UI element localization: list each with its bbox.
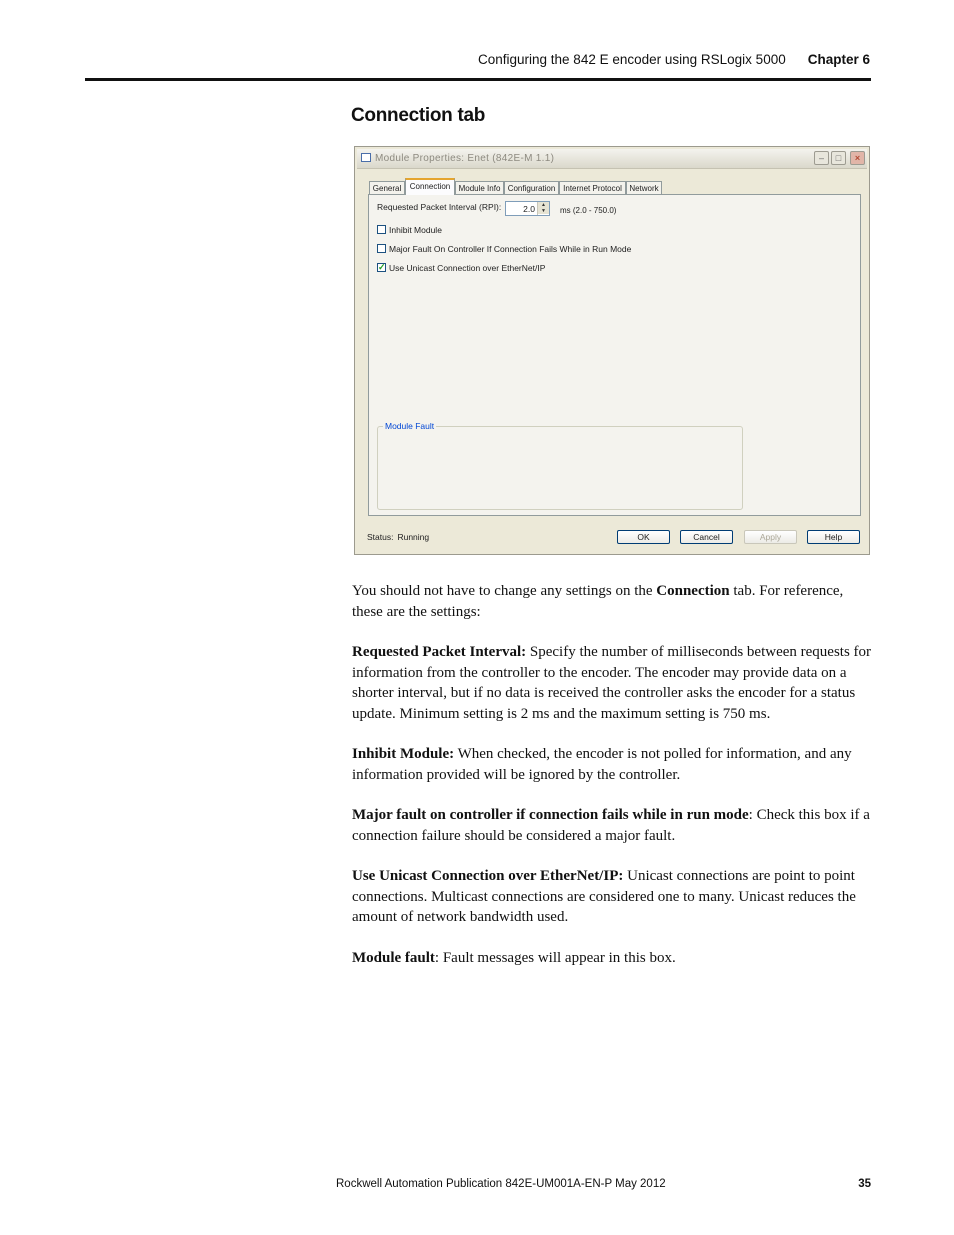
status-value: Running: [397, 532, 430, 542]
status-label: Status:: [367, 532, 394, 542]
intro-bold: Connection: [656, 583, 730, 599]
spin-down-icon[interactable]: ▼: [538, 208, 549, 214]
running-header-chapter: Chapter 6: [807, 52, 870, 67]
module-fault-text: : Fault messages will appear in this box.: [434, 949, 676, 966]
major-fault-label[interactable]: Major Fault On Controller If Connection Fails While in Run Mode: [389, 244, 632, 254]
inhibit-text: When checked, the encoder is not polled for information, and any information provided will be ignored by the controller.: [352, 746, 852, 783]
inhibit-description: [352, 744, 872, 785]
unicast-label[interactable]: Use Unicast Connection over EtherNet/IP: [389, 263, 546, 273]
tab-configuration[interactable]: Configuration: [504, 181, 559, 194]
help-button[interactable]: Help: [807, 530, 860, 544]
major-fault-checkbox[interactable]: [377, 244, 386, 253]
window-icon: [361, 153, 371, 162]
rpi-description: [352, 642, 872, 724]
module-fault-term: Module fault: [352, 949, 435, 966]
minimize-icon[interactable]: –: [814, 151, 829, 165]
tab-internet-protocol[interactable]: Internet Protocol: [559, 181, 626, 194]
cancel-button[interactable]: Cancel: [680, 530, 733, 544]
tab-module-info[interactable]: Module Info: [455, 181, 504, 194]
intro-post: tab. For reference, these are the settings:: [352, 583, 844, 620]
tab-network[interactable]: Network: [626, 181, 662, 194]
section-heading: Connection tab: [351, 105, 486, 126]
maximize-icon[interactable]: □: [831, 151, 846, 165]
header-rule: [85, 78, 871, 81]
inhibit-module-label[interactable]: Inhibit Module: [389, 225, 442, 235]
rpi-label: Requested Packet Interval (RPI):: [377, 202, 502, 212]
tab-general[interactable]: General: [369, 181, 405, 194]
page-number: 35: [858, 1178, 871, 1190]
close-icon[interactable]: ×: [850, 151, 865, 165]
publication-id: Rockwell Automation Publication 842E-UM001A-EN-P May 2012: [336, 1178, 666, 1190]
module-fault-box: [377, 421, 743, 510]
running-header-title: Configuring the 842 E encoder using RSLogix 5000: [478, 52, 786, 67]
unicast-text: Unicast connections are point to point connections. Multicast connections are considered one to many. Unicast reduces the amount of network bandwidth used.: [352, 868, 856, 925]
rpi-spin-buttons[interactable]: [537, 202, 549, 215]
unicast-checkbox[interactable]: ✓: [378, 262, 386, 272]
major-fault-description: [352, 805, 872, 846]
rpi-value[interactable]: 2.0: [523, 204, 535, 214]
body-text: [352, 581, 872, 988]
tab-connection[interactable]: Connection: [405, 178, 455, 195]
rpi-text: Specify the number of milliseconds between requests for information from the controller to the encoder. The encoder may provide data on a shorter interval, but if no data is received the controller asks the encoder for a status update. Minimum setting is 2 ms and the maximum setting is 750 ms.: [352, 644, 872, 722]
dialog-titlebar: [357, 149, 867, 169]
major-fault-text: : Check this box if a connection failure should be considered a major fault.: [352, 807, 870, 844]
intro-paragraph: [352, 581, 872, 622]
major-fault-term: Major fault on controller if connection fails while in run mode: [352, 807, 749, 823]
apply-button[interactable]: Apply: [744, 530, 797, 544]
rpi-range: ms (2.0 - 750.0): [560, 206, 617, 215]
inhibit-term: Inhibit Module:: [352, 746, 455, 762]
module-fault-legend: Module Fault: [385, 421, 435, 431]
rpi-term: Requested Packet Interval:: [352, 644, 527, 660]
inhibit-module-checkbox[interactable]: [377, 225, 386, 234]
spin-up-icon[interactable]: ▲: [538, 202, 549, 208]
status-bar: [367, 532, 429, 542]
rpi-spinner[interactable]: [505, 201, 550, 216]
running-header: [478, 52, 870, 67]
dialog-title: Module Properties: Enet (842E-M 1.1): [375, 153, 555, 164]
ok-button[interactable]: OK: [617, 530, 670, 544]
module-properties-dialog: [354, 146, 870, 555]
intro-pre: You should not have to change any settings on the: [352, 583, 657, 599]
unicast-term: Use Unicast Connection over EtherNet/IP:: [352, 868, 624, 884]
unicast-description: [352, 866, 872, 928]
module-fault-description: [352, 948, 872, 969]
